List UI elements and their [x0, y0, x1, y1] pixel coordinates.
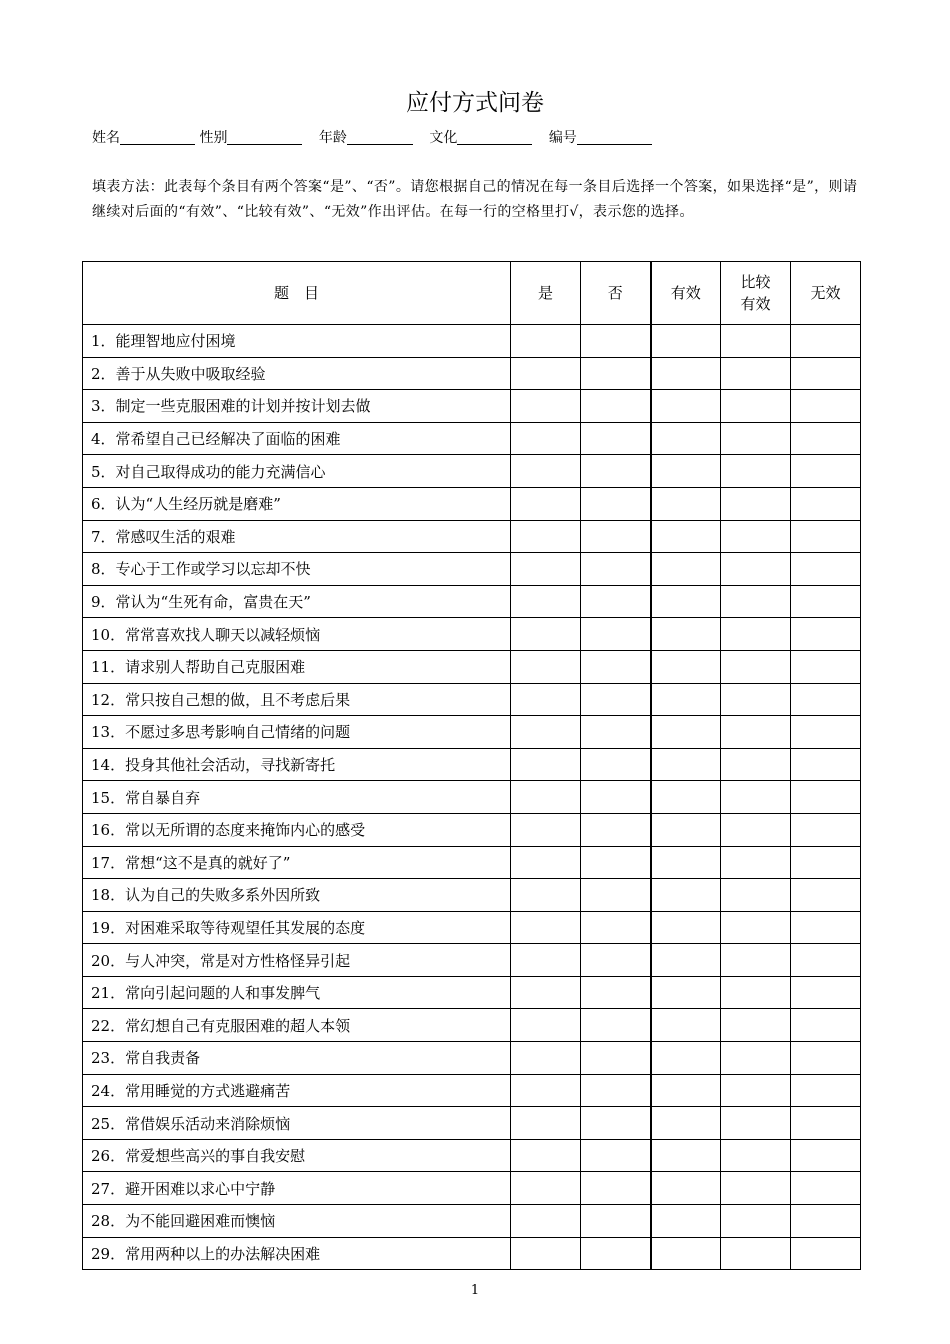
item-text: 3．制定一些克服困难的计划并按计划去做 [83, 390, 511, 423]
yes-cell[interactable] [511, 813, 581, 846]
table-row [83, 813, 861, 846]
page-title: 应付方式问卷 [406, 90, 544, 116]
effective-cell[interactable] [651, 1042, 721, 1075]
effective-cell[interactable] [651, 1205, 721, 1238]
table-row [83, 390, 861, 423]
item-text: 23．常自我责备 [83, 1042, 511, 1075]
no-cell[interactable] [581, 520, 651, 553]
no-cell[interactable] [581, 422, 651, 455]
ineffective-cell[interactable] [791, 846, 861, 879]
effective-cell[interactable] [651, 976, 721, 1009]
item-text: 11．请求别人帮助自己克服困难 [83, 650, 511, 683]
effective-cell[interactable] [651, 1237, 721, 1270]
yes-cell[interactable] [511, 325, 581, 358]
table-row [83, 1205, 861, 1238]
ineffective-cell[interactable] [791, 781, 861, 814]
page-number: 1 [470, 1283, 480, 1298]
yes-cell[interactable] [511, 520, 581, 553]
no-cell[interactable] [581, 781, 651, 814]
header-no: 否 [581, 262, 651, 325]
ineffective-cell[interactable] [791, 879, 861, 912]
item-text: 14．投身其他社会活动，寻找新寄托 [83, 748, 511, 781]
effective-cell[interactable] [651, 325, 721, 358]
table-row [83, 357, 861, 390]
yes-cell[interactable] [511, 1205, 581, 1238]
no-cell[interactable] [581, 1074, 651, 1107]
id-field[interactable] [577, 130, 652, 145]
table-row [83, 781, 861, 814]
effective-cell[interactable] [651, 1107, 721, 1140]
effective-cell[interactable] [651, 1139, 721, 1172]
somewhat-effective-cell[interactable] [721, 748, 791, 781]
ineffective-cell[interactable] [791, 585, 861, 618]
table-row [83, 976, 861, 1009]
effective-cell[interactable] [651, 553, 721, 586]
name-field[interactable] [120, 130, 195, 145]
item-text: 26．常爱想些高兴的事自我安慰 [83, 1139, 511, 1172]
yes-cell[interactable] [511, 455, 581, 488]
yes-cell[interactable] [511, 944, 581, 977]
yes-cell[interactable] [511, 683, 581, 716]
item-text: 2．善于从失败中吸取经验 [83, 357, 511, 390]
yes-cell[interactable] [511, 585, 581, 618]
no-cell[interactable] [581, 813, 651, 846]
table-row [83, 911, 861, 944]
item-text: 20．与人冲突，常是对方性格怪异引起 [83, 944, 511, 977]
ineffective-cell[interactable] [791, 1139, 861, 1172]
somewhat-effective-cell[interactable] [721, 1107, 791, 1140]
yes-cell[interactable] [511, 1139, 581, 1172]
effective-cell[interactable] [651, 813, 721, 846]
effective-cell[interactable] [651, 585, 721, 618]
effective-cell[interactable] [651, 748, 721, 781]
somewhat-effective-cell[interactable] [721, 911, 791, 944]
table-row [83, 944, 861, 977]
somewhat-effective-cell[interactable] [721, 650, 791, 683]
table-row [83, 553, 861, 586]
ineffective-cell[interactable] [791, 520, 861, 553]
yes-cell[interactable] [511, 390, 581, 423]
somewhat-effective-cell[interactable] [721, 1172, 791, 1205]
yes-cell[interactable] [511, 781, 581, 814]
no-cell[interactable] [581, 716, 651, 749]
effective-cell[interactable] [651, 618, 721, 651]
age-field[interactable] [347, 130, 413, 145]
item-text: 9．常认为“生死有命，富贵在天” [83, 585, 511, 618]
table-row [83, 422, 861, 455]
yes-cell[interactable] [511, 1042, 581, 1075]
item-text: 19．对困难采取等待观望任其发展的态度 [83, 911, 511, 944]
no-cell[interactable] [581, 325, 651, 358]
somewhat-effective-cell[interactable] [721, 813, 791, 846]
table-row [83, 1042, 861, 1075]
yes-cell[interactable] [511, 487, 581, 520]
yes-cell[interactable] [511, 553, 581, 586]
somewhat-effective-cell[interactable] [721, 325, 791, 358]
table-row [83, 520, 861, 553]
no-cell[interactable] [581, 1042, 651, 1075]
ineffective-cell[interactable] [791, 1205, 861, 1238]
age-label: 年龄 [318, 130, 347, 146]
yes-cell[interactable] [511, 357, 581, 390]
somewhat-effective-cell[interactable] [721, 781, 791, 814]
no-cell[interactable] [581, 911, 651, 944]
ineffective-cell[interactable] [791, 813, 861, 846]
item-text: 15．常自暴自弃 [83, 781, 511, 814]
no-cell[interactable] [581, 748, 651, 781]
ineffective-cell[interactable] [791, 618, 861, 651]
effective-cell[interactable] [651, 683, 721, 716]
yes-cell[interactable] [511, 618, 581, 651]
item-text: 4．常希望自己已经解决了面临的困难 [83, 422, 511, 455]
item-text: 27．避开困难以求心中宁静 [83, 1172, 511, 1205]
yes-cell[interactable] [511, 1074, 581, 1107]
somewhat-effective-cell[interactable] [721, 976, 791, 1009]
education-field[interactable] [457, 130, 532, 145]
no-cell[interactable] [581, 455, 651, 488]
somewhat-effective-cell[interactable] [721, 879, 791, 912]
somewhat-effective-cell[interactable] [721, 1009, 791, 1042]
effective-cell[interactable] [651, 846, 721, 879]
header-row [83, 262, 861, 325]
ineffective-cell[interactable] [791, 650, 861, 683]
yes-cell[interactable] [511, 1237, 581, 1270]
item-text: 22．常幻想自己有克服困难的超人本领 [83, 1009, 511, 1042]
header-item: 题 目 [83, 262, 511, 325]
yes-cell[interactable] [511, 748, 581, 781]
ineffective-cell[interactable] [791, 455, 861, 488]
ineffective-cell[interactable] [791, 487, 861, 520]
ineffective-cell[interactable] [791, 716, 861, 749]
effective-cell[interactable] [651, 1074, 721, 1107]
somewhat-effective-cell[interactable] [721, 422, 791, 455]
somewhat-effective-cell[interactable] [721, 390, 791, 423]
table-row [83, 618, 861, 651]
yes-cell[interactable] [511, 650, 581, 683]
table-row [83, 585, 861, 618]
no-cell[interactable] [581, 879, 651, 912]
item-text: 12．常只按自己想的做，且不考虑后果 [83, 683, 511, 716]
ineffective-cell[interactable] [791, 390, 861, 423]
table-row [83, 748, 861, 781]
no-cell[interactable] [581, 1009, 651, 1042]
gender-field[interactable] [227, 130, 302, 145]
ineffective-cell[interactable] [791, 553, 861, 586]
no-cell[interactable] [581, 976, 651, 1009]
yes-cell[interactable] [511, 716, 581, 749]
table-row [83, 325, 861, 358]
somewhat-effective-cell[interactable] [721, 1205, 791, 1238]
no-cell[interactable] [581, 1107, 651, 1140]
effective-cell[interactable] [651, 944, 721, 977]
effective-cell[interactable] [651, 357, 721, 390]
item-text: 7．常感叹生活的艰难 [83, 520, 511, 553]
no-cell[interactable] [581, 487, 651, 520]
ineffective-cell[interactable] [791, 1107, 861, 1140]
somewhat-effective-cell[interactable] [721, 1237, 791, 1270]
no-cell[interactable] [581, 1172, 651, 1205]
item-text: 8．专心于工作或学习以忘却不快 [83, 553, 511, 586]
table-row [83, 846, 861, 879]
education-label: 文化 [429, 130, 458, 146]
somewhat-effective-cell[interactable] [721, 1139, 791, 1172]
item-text: 21．常向引起问题的人和事发脾气 [83, 976, 511, 1009]
item-text: 29．常用两种以上的办法解决困难 [83, 1237, 511, 1270]
item-text: 17．常想“这不是真的就好了” [83, 846, 511, 879]
yes-cell[interactable] [511, 846, 581, 879]
table-row [83, 1172, 861, 1205]
no-cell[interactable] [581, 390, 651, 423]
header-somewhat-effective: 比较 有效 [721, 262, 791, 325]
ineffective-cell[interactable] [791, 1009, 861, 1042]
table-row [83, 683, 861, 716]
yes-cell[interactable] [511, 1172, 581, 1205]
ineffective-cell[interactable] [791, 422, 861, 455]
table-row [83, 487, 861, 520]
yes-cell[interactable] [511, 976, 581, 1009]
ineffective-cell[interactable] [791, 976, 861, 1009]
effective-cell[interactable] [651, 455, 721, 488]
effective-cell[interactable] [651, 716, 721, 749]
effective-cell[interactable] [651, 422, 721, 455]
header-effective: 有效 [651, 262, 721, 325]
ineffective-cell[interactable] [791, 1172, 861, 1205]
item-text: 28．为不能回避困难而懊恼 [83, 1205, 511, 1238]
item-text: 5．对自己取得成功的能力充满信心 [83, 455, 511, 488]
no-cell[interactable] [581, 357, 651, 390]
table-row [83, 1009, 861, 1042]
no-cell[interactable] [581, 683, 651, 716]
header-yes: 是 [511, 262, 581, 325]
gender-label: 性别 [199, 130, 228, 146]
name-label: 姓名 [92, 130, 120, 146]
ineffective-cell[interactable] [791, 1237, 861, 1270]
ineffective-cell[interactable] [791, 748, 861, 781]
ineffective-cell[interactable] [791, 325, 861, 358]
effective-cell[interactable] [651, 879, 721, 912]
item-text: 6．认为“人生经历就是磨难” [83, 487, 511, 520]
somewhat-effective-cell[interactable] [721, 1074, 791, 1107]
id-label: 编号 [548, 130, 577, 146]
table-row [83, 716, 861, 749]
no-cell[interactable] [581, 846, 651, 879]
table-row [83, 1107, 861, 1140]
effective-cell[interactable] [651, 390, 721, 423]
effective-cell[interactable] [651, 1009, 721, 1042]
item-text: 13．不愿过多思考影响自己情绪的问题 [83, 716, 511, 749]
effective-cell[interactable] [651, 1172, 721, 1205]
somewhat-effective-cell[interactable] [721, 357, 791, 390]
table-row [83, 879, 861, 912]
no-cell[interactable] [581, 650, 651, 683]
table-row [83, 1074, 861, 1107]
yes-cell[interactable] [511, 911, 581, 944]
no-cell[interactable] [581, 1139, 651, 1172]
somewhat-effective-cell[interactable] [721, 585, 791, 618]
item-text: 25．常借娱乐活动来消除烦恼 [83, 1107, 511, 1140]
effective-cell[interactable] [651, 911, 721, 944]
yes-cell[interactable] [511, 879, 581, 912]
item-text: 18．认为自己的失败多系外因所致 [83, 879, 511, 912]
item-text: 10．常常喜欢找人聊天以减轻烦恼 [83, 618, 511, 651]
somewhat-effective-cell[interactable] [721, 487, 791, 520]
item-text: 1．能理智地应付困境 [83, 325, 511, 358]
somewhat-effective-cell[interactable] [721, 520, 791, 553]
questionnaire-table [82, 261, 861, 1270]
instructions: 填表方法：此表每个条目有两个答案“是”、“否”。请您根据自己的情况在每一条目后选择一个答案，如果选择“是”，则请继续对后面的“有效”、“比较有效”、“无效”作出评估。在每一行的空格里打√，表示您的选择。 [92, 179, 858, 220]
table-row [83, 1237, 861, 1270]
item-text: 16．常以无所谓的态度来掩饰内心的感受 [83, 813, 511, 846]
effective-cell[interactable] [651, 487, 721, 520]
somewhat-effective-cell[interactable] [721, 618, 791, 651]
table-row [83, 650, 861, 683]
somewhat-effective-cell[interactable] [721, 683, 791, 716]
item-text: 24．常用睡觉的方式逃避痛苦 [83, 1074, 511, 1107]
somewhat-effective-cell[interactable] [721, 716, 791, 749]
no-cell[interactable] [581, 585, 651, 618]
somewhat-effective-cell[interactable] [721, 944, 791, 977]
somewhat-effective-cell[interactable] [721, 553, 791, 586]
table-row [83, 455, 861, 488]
ineffective-cell[interactable] [791, 683, 861, 716]
somewhat-effective-cell[interactable] [721, 1042, 791, 1075]
somewhat-effective-cell[interactable] [721, 455, 791, 488]
no-cell[interactable] [581, 944, 651, 977]
effective-cell[interactable] [651, 520, 721, 553]
effective-cell[interactable] [651, 781, 721, 814]
ineffective-cell[interactable] [791, 1074, 861, 1107]
effective-cell[interactable] [651, 650, 721, 683]
no-cell[interactable] [581, 1237, 651, 1270]
no-cell[interactable] [581, 553, 651, 586]
yes-cell[interactable] [511, 1107, 581, 1140]
table-row [83, 1139, 861, 1172]
ineffective-cell[interactable] [791, 357, 861, 390]
ineffective-cell[interactable] [791, 911, 861, 944]
no-cell[interactable] [581, 1205, 651, 1238]
ineffective-cell[interactable] [791, 944, 861, 977]
yes-cell[interactable] [511, 422, 581, 455]
ineffective-cell[interactable] [791, 1042, 861, 1075]
yes-cell[interactable] [511, 1009, 581, 1042]
respondent-info [92, 127, 660, 147]
no-cell[interactable] [581, 618, 651, 651]
somewhat-effective-cell[interactable] [721, 846, 791, 879]
header-ineffective: 无效 [791, 262, 861, 325]
